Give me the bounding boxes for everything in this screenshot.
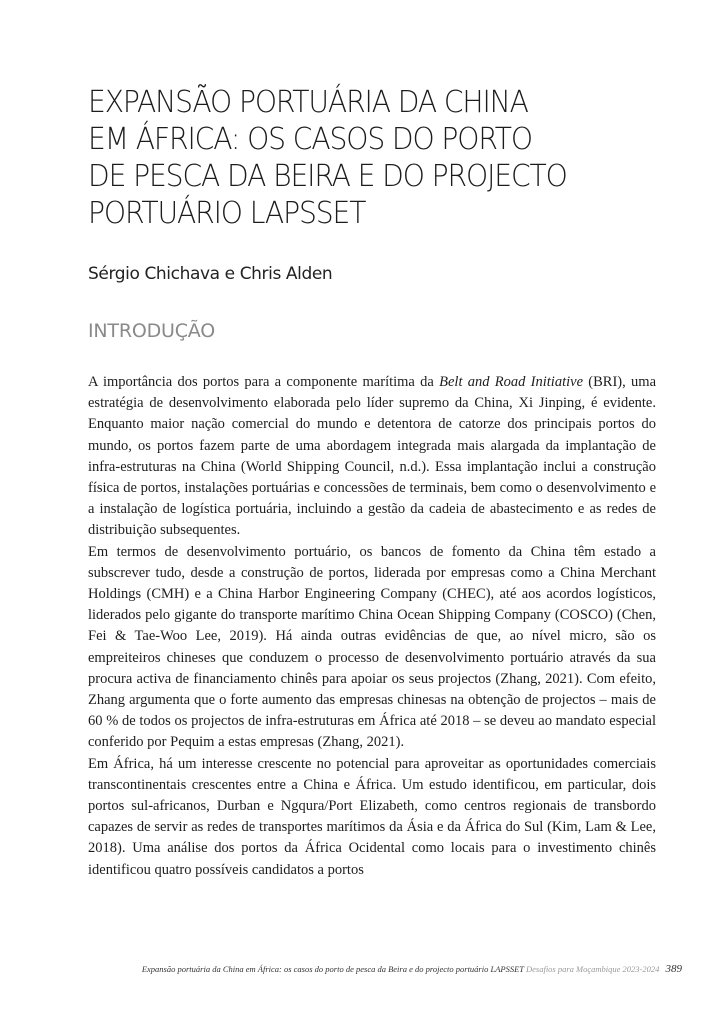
page-number: 389 [665,963,682,975]
paragraph-emphasis: Belt and Road Initiative [439,374,584,390]
section-heading: INTRODUÇÃO [88,320,216,342]
paragraph [88,754,656,881]
chapter-title-line: PORTUÁRIO LAPSSET [88,196,366,231]
paragraph [88,372,656,542]
chapter-title-line: EM ÁFRICA: OS CASOS DO PORTO [88,122,532,157]
paragraph [88,542,656,754]
paragraph-text: Em termos de desenvolvimento portuário, os bancos de fomento da China têm estado a subscrever tudo, desde a construção de portos, liderada por empresas como a China Merchant Holdings (CMH) e a China Harbor Engineering Company (CHEC), até aos acordos logísticos, liderados pelo gigante do transporte marítimo China Ocean Shipping Company (COSCO) (Chen, Fei & Tae-Woo Lee, 2019). Há ainda outras evidências de que, ao nível micro, são os empreiteiros chineses que conduzem o processo de desenvolvimento portuário através da sua procura activa de financiamento chinês para apoiar os seus projectos (Zhang, 2021). Com efeito, Zhang argumenta que o forte aumento das empresas chinesas na obtenção de projectos – mais de 60 % de todos os projectos de infra-estruturas em África até 2018 – se deveu ao mandato especial conferido por Pequim a estas empresas (Zhang, 2021). [88,543,656,751]
book-title: Desafios para Moçambique 2023-2024 [525,964,660,974]
chapter-title [88,84,652,232]
body-text [88,372,656,881]
running-title: Expansão portuária da China em África: os casos do porto de pesca da Beira e do projecto portuário LAPSSET [141,964,524,974]
page-footer [142,963,682,975]
paragraph-text: Em África, há um interesse crescente no potencial para aproveitar as oportunidades comerciais transcontinentais crescentes entre a China e África. Um estudo identificou, em particular, dois portos sul-africanos, Durban e Ngqura/Port Elizabeth, como centros regionais de transbordo capazes de servir as redes de transportes marítimos da Ásia e da África do Sul (Kim, Lam & Lee, 2018). Uma análise dos portos da África Ocidental como locais para o investimento chinês identificou quatro possíveis candidatos a portos [88,755,656,878]
paragraph-text: A importância dos portos para a componente marítima da [88,374,440,390]
authors: Sérgio Chichava e Chris Alden [88,264,333,284]
paragraph-text: (BRI), uma estratégia de desenvolvimento elaborada pelo líder supremo da China, Xi Jinping, é evidente. Enquanto maior nação comercial do mundo e detentora de catorze dos principais portos do mundo, os portos fazem parte de uma abordagem integrada mais alargada da implantação de infra-estruturas na China (World Shipping Council, n.d.). Essa implantação inclui a construção física de portos, instalações portuárias e concessões de terminais, bem como o desenvolvimento e a instalação de logística portuária, incluindo a gestão da cadeia de abastecimento e as redes de distribuição subsequentes. [88,374,657,539]
chapter-title-line: EXPANSÃO PORTUÁRIA DA CHINA [88,85,528,120]
chapter-title-line: DE PESCA DA BEIRA E DO PROJECTO [88,159,567,194]
